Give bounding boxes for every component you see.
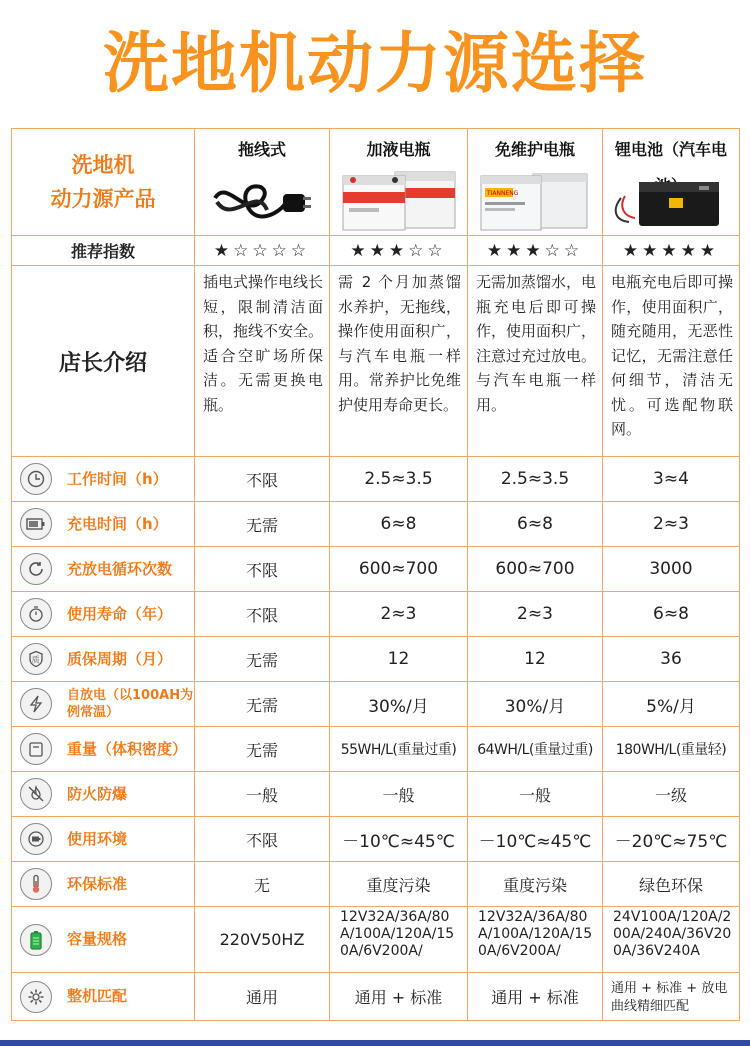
spec-value: 重度污染 [330,862,468,907]
spec-value: 重度污染 [468,862,603,907]
product-cord [195,129,330,236]
power-cord-image [195,168,329,232]
header-label-cell [12,129,195,236]
spec-value: 不限 [195,547,330,592]
battery-charge-icon [20,508,52,540]
spec-label: 充电时间（h） [67,514,168,533]
rating-stars: ★☆☆☆☆ [195,236,330,266]
spec-value: 不限 [195,457,330,502]
spec-row [12,817,740,862]
product-name: 免维护电瓶 [494,140,575,159]
rating-stars: ★★★☆☆ [468,236,603,266]
flooded-battery-image [330,168,467,232]
spec-label: 防火防爆 [67,784,128,803]
page-title: 洗地机动力源选择 [103,25,647,102]
spec-value: 220V50HZ [195,907,330,973]
product-name: 加液电瓶 [366,140,431,159]
spec-label: 质保周期（月） [67,649,173,668]
spec-row [12,637,740,682]
cycle-icon [20,553,52,585]
spec-value: 不限 [195,592,330,637]
spec-row [12,682,740,727]
spec-label-cell [12,772,195,817]
spec-label: 使用寿命（年） [67,604,173,623]
intro-row [12,266,740,457]
spec-value: －10℃≈45℃ [468,817,603,862]
gear-icon [20,981,52,1013]
spec-value: 通用 + 标准 + 放电曲线精细匹配 [603,973,740,1021]
spec-label-cell [12,457,195,502]
spec-value: 通用 + 标准 [468,973,603,1021]
spec-value: 无 [195,862,330,907]
spec-value: 一般 [330,772,468,817]
spec-label: 整机匹配 [67,987,128,1005]
svg-text:质: 质 [31,655,40,665]
spec-value: 12 [330,637,468,682]
spec-label: 环保标准 [67,874,128,893]
battery-capacity-icon [20,924,52,956]
spec-value: 无需 [195,637,330,682]
product-lithium-battery [603,129,740,236]
spec-label-cell [12,682,195,727]
spec-label: 使用环境 [67,829,128,848]
comparison-table [11,128,740,1021]
spec-value: 绿色环保 [603,862,740,907]
fire-icon [20,778,52,810]
spec-value: 55WH/L(重量过重) [330,727,468,772]
spec-value: 不限 [195,817,330,862]
header-label-line1: 洗地机 [71,153,135,177]
spec-value: 无需 [195,502,330,547]
spec-row [12,592,740,637]
spec-value: 6≈8 [330,502,468,547]
spec-value: －20℃≈75℃ [603,817,740,862]
spec-label-cell [12,592,195,637]
spec-value: 3000 [603,547,740,592]
spec-value: 无需 [195,682,330,727]
spec-label: 容量规格 [67,930,128,948]
intro-text: 电瓶充电后即可操作，使用面积广，随充随用，无恶性记忆，无需注意任何细节，清洁无忧。可选配物联网。 [603,266,740,457]
maintenance-free-battery-image [468,168,602,232]
spec-value: 2≈3 [603,502,740,547]
spec-label: 工作时间（h） [67,469,168,488]
spec-label-cell [12,817,195,862]
spec-label: 自放电（以100AH为例常温） [67,688,194,720]
spec-row [12,727,740,772]
intro-text: 无需加蒸馏水，电瓶充电后即可操作，使用面积广，注意过充过放电。与汽车电瓶一样用。 [468,266,603,457]
spec-row [12,457,740,502]
spec-value: 64WH/L(重量过重) [468,727,603,772]
spec-value: 12V32A/36A/80A/100A/120A/150A/6V200A/ [468,907,603,973]
spec-label-cell [12,502,195,547]
product-name: 锂电池（汽车电 [614,140,727,159]
spec-label-cell [12,547,195,592]
quality-shield-icon [20,643,52,675]
spec-value: 12 [468,637,603,682]
scale-icon [20,733,52,765]
spec-value: 36 [603,637,740,682]
intro-text: 插电式操作电线长短，限制清洁面积，拖线不安全。适合空旷场所保洁。无需更换电瓶。 [195,266,330,457]
spec-label-cell [12,907,195,973]
rating-stars: ★★★★★ [603,236,740,266]
spec-value: －10℃≈45℃ [330,817,468,862]
spec-value: 2≈3 [468,592,603,637]
spec-value: 2.5≈3.5 [330,457,468,502]
spec-label-cell [12,727,195,772]
spec-row [12,772,740,817]
spec-value: 2≈3 [330,592,468,637]
spec-value: 通用 [195,973,330,1021]
spec-row [12,973,740,1021]
rating-row [12,236,740,266]
spec-label: 重量（体积密度） [67,739,188,758]
product-name: 拖线式 [237,140,286,159]
lithium-battery-image [603,168,739,232]
spec-value: 12V32A/36A/80A/100A/120A/150A/6V200A/ [330,907,468,973]
spec-value: 6≈8 [603,592,740,637]
spec-value: 30%/月 [330,682,468,727]
spec-row [12,862,740,907]
spec-label-cell [12,637,195,682]
product-flooded-battery [330,129,468,236]
header-row [12,129,740,236]
spec-value: 6≈8 [468,502,603,547]
spec-value: 2.5≈3.5 [468,457,603,502]
rating-stars: ★★★☆☆ [330,236,468,266]
intro-label: 店长介绍 [12,266,195,457]
lightning-icon [20,688,52,720]
spec-row [12,547,740,592]
product-maintenance-free-battery [468,129,603,236]
header-label-line2: 动力源产品 [50,187,156,211]
spec-value: 一般 [195,772,330,817]
environment-icon [20,823,52,855]
stopwatch-icon [20,598,52,630]
spec-value: 5%/月 [603,682,740,727]
spec-value: 30%/月 [468,682,603,727]
spec-value: 600≈700 [330,547,468,592]
spec-row [12,907,740,973]
spec-label: 充放电循环次数 [67,559,173,578]
spec-value: 无需 [195,727,330,772]
spec-value: 一级 [603,772,740,817]
spec-value: 180WH/L(重量轻) [603,727,740,772]
spec-value: 3≈4 [603,457,740,502]
clock-icon [20,463,52,495]
bottom-divider [0,1040,750,1046]
svg-text:TIANNENG: TIANNENG [487,190,519,197]
spec-value: 一般 [468,772,603,817]
rating-label: 推荐指数 [12,236,195,266]
spec-value: 24V100A/120A/200A/240A/36V200A/36V240A [603,907,740,973]
spec-label-cell [12,973,195,1021]
spec-value: 通用 + 标准 [330,973,468,1021]
spec-value: 600≈700 [468,547,603,592]
intro-text: 需 2 个月加蒸馏水养护，无拖线，操作使用面积广，与汽车电瓶一样用。常养护比免维护使用寿命更长。 [330,266,468,457]
thermometer-icon [20,868,52,900]
spec-label-cell [12,862,195,907]
spec-row [12,502,740,547]
